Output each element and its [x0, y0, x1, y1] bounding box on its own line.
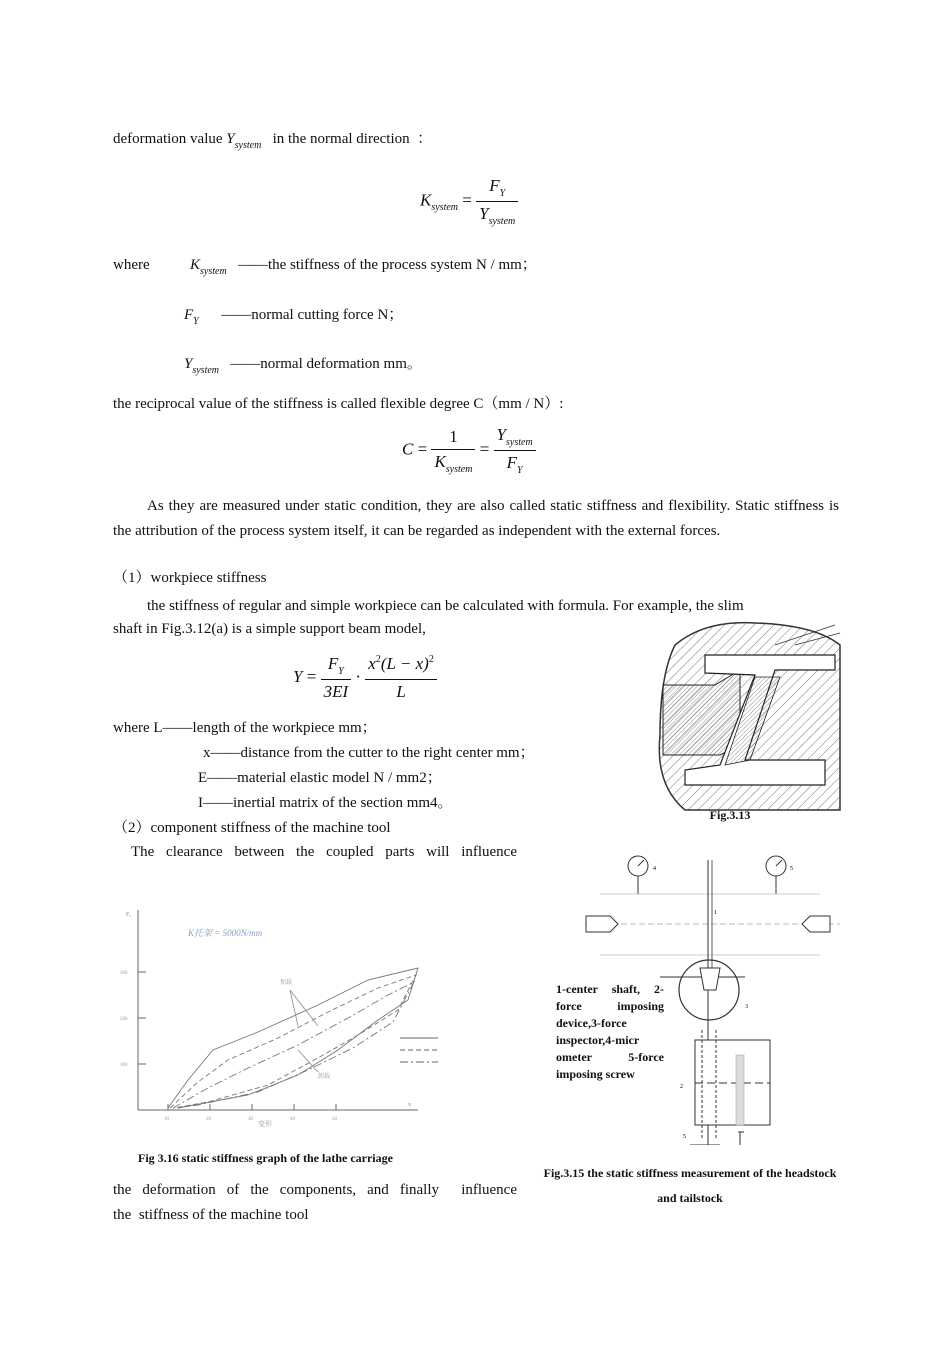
math-Y: Y [226, 131, 235, 147]
x-label-cn: 变形 [258, 1120, 272, 1128]
math-sub: system [200, 266, 227, 277]
math-Y: Y [479, 204, 489, 223]
math-F: F [184, 307, 194, 323]
fraction [321, 654, 352, 702]
def-E: E——material elastic model N / mm2； [198, 770, 442, 786]
load-label: 加载 [280, 980, 293, 986]
math-sub: Y [193, 316, 199, 327]
paragraph-static: As they are measured under static condition, they are also called static stiffness and flexibility. Static stiffness is the attribution of the process system itself, it can be regarded as independent with the external forces. [113, 498, 839, 539]
def-f [184, 306, 403, 326]
math-x: x [368, 654, 376, 673]
fig313-drawing [645, 615, 845, 815]
series-2 [170, 975, 416, 1108]
text-line-deformation [113, 130, 432, 150]
fraction [476, 176, 518, 227]
y-tick-label: 200 [120, 1017, 128, 1022]
text-fragment: deformation value [113, 131, 227, 147]
series-3 [173, 982, 414, 1108]
math-sub: system [431, 202, 459, 214]
svg-text:4: 4 [653, 866, 656, 872]
math-eq: = [306, 666, 317, 686]
math-sub: Y [517, 465, 523, 476]
math-Lmx: (L − x) [380, 654, 429, 673]
def-y [184, 355, 422, 375]
math-Y: Y [184, 356, 193, 372]
unload-label: 卸载 [318, 1074, 331, 1080]
x-tick-label: 30 [248, 1117, 253, 1122]
x-axis-label: x [408, 1102, 411, 1108]
chart-formula: K托架 = 5000N/mm [188, 928, 263, 938]
where-L: where L——length of the workpiece mm； [113, 720, 377, 736]
micrometer-icon [766, 856, 786, 894]
x-tick-label: 40 [290, 1117, 295, 1122]
math-sub: system [506, 437, 533, 448]
equation-deflection [293, 654, 437, 702]
fig313-caption: Fig.3.13 [709, 808, 751, 822]
x-tick-label: 10 [164, 1117, 169, 1122]
def-I: I——inertial matrix of the section mm4。 [198, 795, 453, 811]
series-1 [168, 968, 418, 1108]
equation-stiffness [420, 176, 518, 227]
math-eq: = [417, 439, 428, 459]
micrometer-icon [628, 856, 648, 894]
text-fragment: the reciprocal value of the stiffness is called flexible degree C（mm / N）: [113, 396, 564, 412]
math-K: K [434, 451, 446, 471]
fig315-legend: 1-center shaft, 2-force imposing device,3-force inspector,4-micr ometer 5-force imposing screw [556, 982, 664, 1081]
where-label [113, 256, 150, 274]
svg-text:5: 5 [683, 1134, 686, 1140]
equation-flexibility [402, 425, 536, 476]
fraction [494, 425, 536, 476]
math-sub: system [192, 365, 220, 376]
math-dot: · [355, 666, 362, 686]
math-one: 1 [431, 427, 475, 450]
recip-line [113, 395, 563, 413]
text-fragment: ——normal deformation mm。 [230, 356, 422, 372]
y-tick-label: 300 [120, 971, 128, 976]
def-x: x——distance from the cutter to the right center mm； [203, 745, 535, 761]
y-axis-label: Fᵧ [126, 912, 131, 918]
math-F: F [327, 654, 339, 673]
svg-text:2: 2 [680, 1084, 683, 1090]
svg-text:3: 3 [745, 1004, 748, 1010]
math-eq: = [479, 439, 490, 459]
math-sub: system [234, 140, 262, 151]
section-machine: （2）component stiffness of the machine tool [113, 820, 391, 836]
fraction [365, 654, 437, 702]
math-Y: Y [293, 666, 303, 686]
x-tick-label: 50 [332, 1117, 337, 1122]
paragraph-clearance: The clearance between the coupled parts will influence [131, 844, 517, 860]
y-tick-label: 100 [120, 1063, 128, 1068]
math-K: K [420, 190, 432, 210]
paragraph-stiffness: the stiffness of the machine tool [113, 1207, 309, 1223]
paragraph-workpiece-2: shaft in Fig.3.12(a) is a simple support beam model, [113, 621, 426, 637]
math-F: F [506, 453, 518, 472]
math-eq: = [462, 190, 472, 210]
math-sub: system [445, 463, 473, 475]
math-K: K [190, 257, 201, 273]
svg-text:1: 1 [714, 910, 717, 916]
fig316-chart [118, 900, 438, 1140]
text-fragment: the stiffness of regular and simple workpiece can be calculated with formula. For example, the slim [147, 598, 744, 614]
math-sup: 2 [428, 654, 434, 665]
text-fragment: ——normal cutting force N； [221, 307, 404, 323]
x-tick-label: 20 [206, 1117, 211, 1122]
text-fragment: where [113, 257, 150, 273]
fraction [431, 427, 475, 475]
text-fragment: in the normal direction ： [272, 131, 433, 147]
math-Y: Y [496, 425, 507, 444]
math-sub: Y [338, 666, 344, 677]
svg-text:5: 5 [790, 866, 793, 872]
math-L: L [396, 682, 406, 701]
math-3EI: 3EI [323, 682, 349, 701]
section-workpiece: （1）workpiece stiffness [113, 570, 267, 586]
fig316-caption: Fig 3.16 static stiffness graph of the lathe carriage [138, 1151, 393, 1165]
math-sup: 2 [375, 654, 381, 665]
fig315-caption: Fig.3.15 the static stiffness measurement of the headstock and tailstock [543, 1166, 837, 1205]
math-sub: Y [499, 188, 506, 199]
paragraph-deformation: the deformation of the components, and finally influence [113, 1182, 517, 1198]
math-C: C [402, 439, 414, 459]
math-sub: system [488, 216, 516, 227]
text-fragment: ——the stiffness of the process system N / mm； [237, 257, 537, 273]
def-k [190, 256, 537, 276]
math-F: F [489, 176, 500, 195]
